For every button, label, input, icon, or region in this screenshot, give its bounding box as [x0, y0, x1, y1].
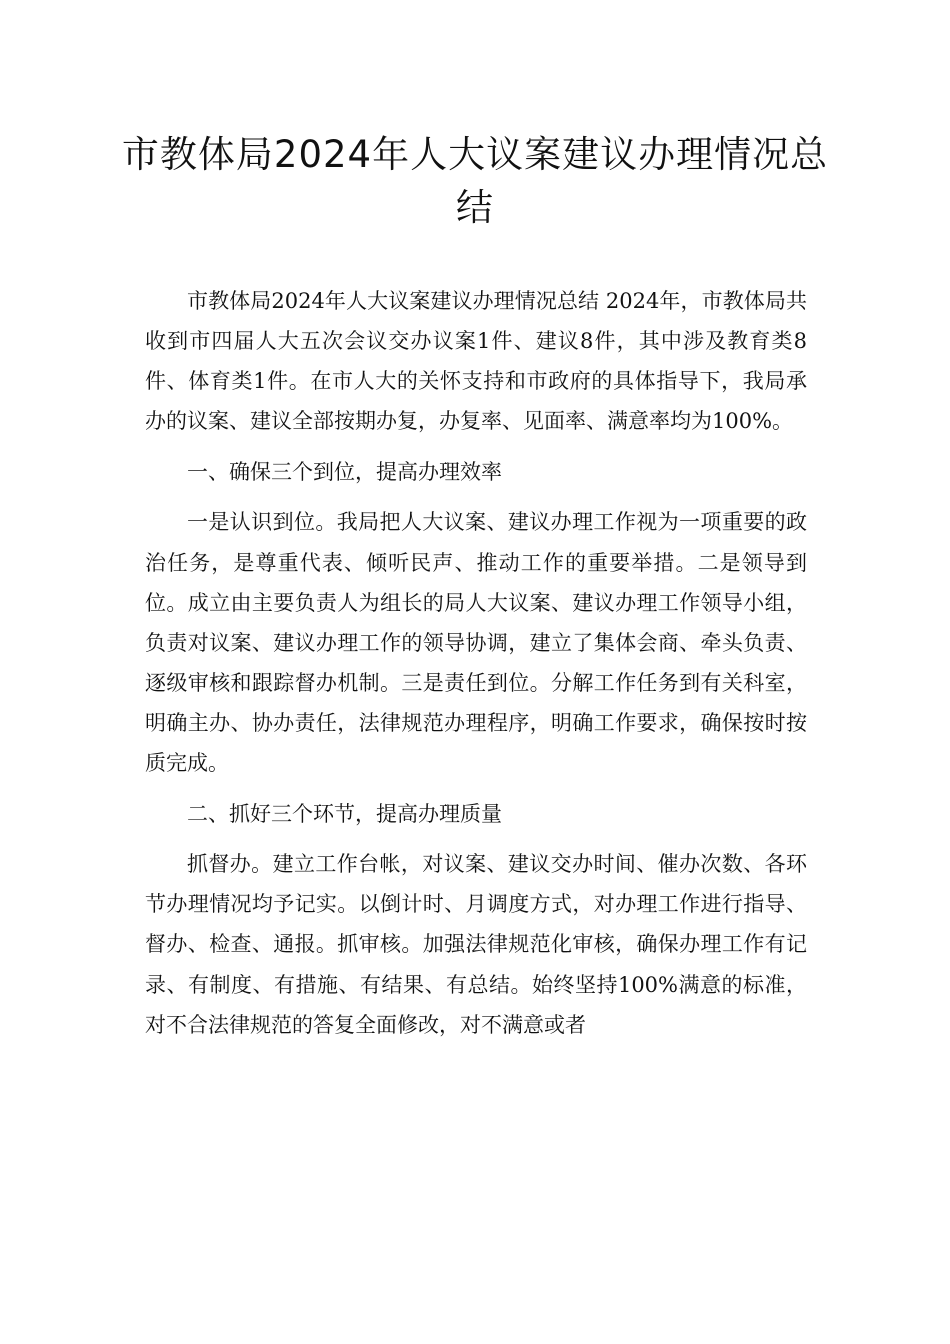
paragraph-section-2: 抓督办。建立工作台帐，对议案、建议交办时间、催办次数、各环节办理情况均予记实。以倒计时、月调度方式，对办理工作进行指导、督办、检查、通报。抓审核。加强法律规范化审核，确保办理工作有记录、有制度、有措施、有结果、有总结。始终坚持100%满意的标准，对不合法律规范的答复全面修改，对不满意或者 [145, 852, 807, 1037]
paragraph-intro: 市教体局2024年人大议案建议办理情况总结 2024年，市教体局共收到市四届人大五次会议交办议案1件、建议8件，其中涉及教育类8件、体育类1件。在市人大的关怀支持和市政府的具体指导下，我局承办的议案、建议全部按期办复，办复率、见面率、满意率均为100%。 [145, 289, 807, 434]
document-title: 市教体局2024年人大议案建议办理情况总结 [121, 133, 829, 229]
paragraph-section-1: 一是认识到位。我局把人大议案、建议办理工作视为一项重要的政治任务，是尊重代表、倾听民声、推动工作的重要举措。二是领导到位。成立由主要负责人为组长的局人大议案、建议办理工作领导小组，负责对议案、建议办理工作的领导协调，建立了集体会商、牵头负责、逐级审核和跟踪督办机制。三是责任到位。分解工作任务到有关科室，明确主办、协办责任，法律规范办理程序，明确工作要求，确保按时按质完成。 [145, 510, 807, 776]
document-body [145, 281, 807, 1055]
section-heading-2: 二、抓好三个环节，提高办理质量 [187, 801, 502, 826]
section-heading-1: 一、确保三个到位，提高办理效率 [187, 459, 502, 484]
